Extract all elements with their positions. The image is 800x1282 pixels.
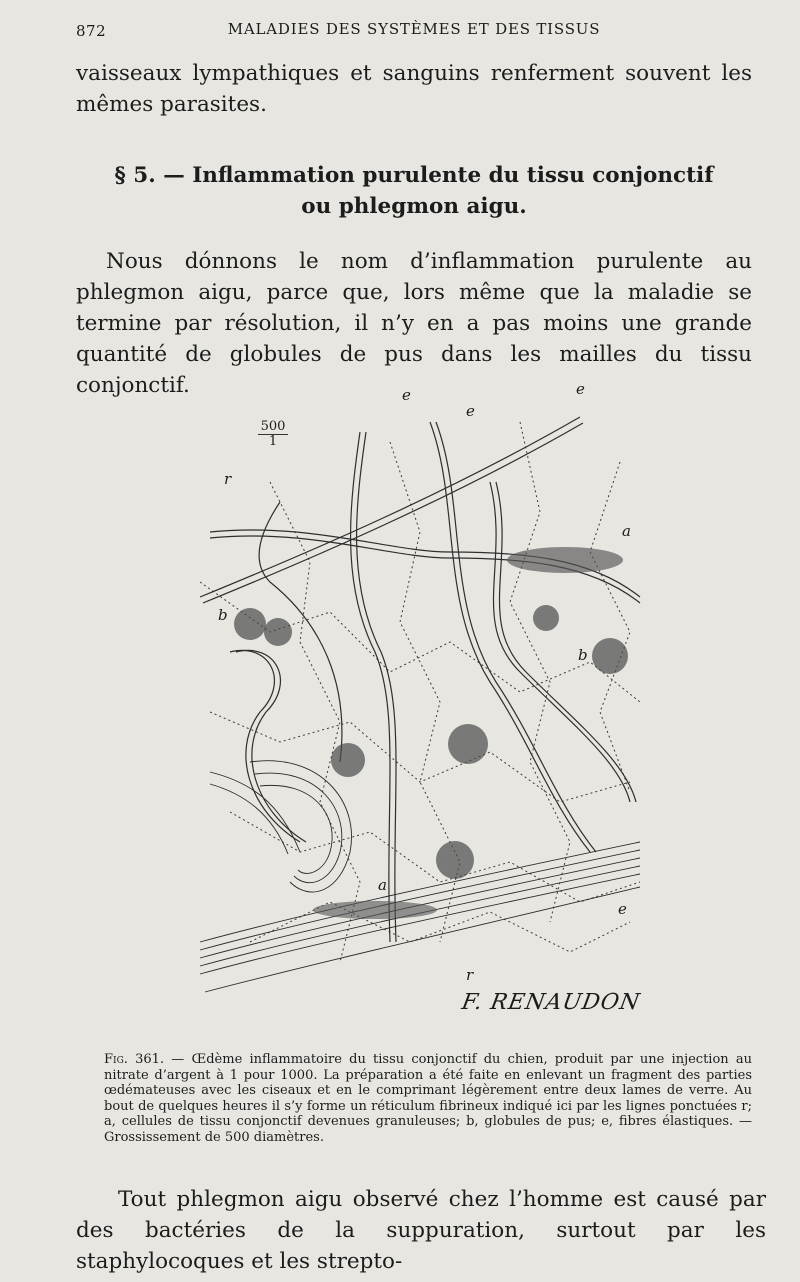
magnification-scale [258, 420, 288, 449]
label-b: b [218, 606, 228, 624]
section-heading-line-2: ou phlegmon aigu. [301, 194, 527, 219]
label-e: e [618, 900, 627, 918]
label-b: b [578, 646, 588, 664]
intro-paragraph: Nous dónnons le nom d’inflammation purulente au phlegmon aigu, parce que, lors même que la maladie se termine par résolution, il n’y en a pas moins une grande quantité de globules de pus dans les mailles du tissu conjonctif. [76, 249, 752, 398]
elastic-fibers [200, 417, 640, 942]
collagen-bundles [200, 761, 640, 992]
label-r: r [466, 966, 474, 984]
caption-text: — Œdème inflammatoire du tissu conjonctif du chien, produit par une injection au nitrate d’argent à 1 pour 1000. La préparation a été faite en enlevant un fragment des parties œdémateuses avec les ciseaux et en le comprimant légèrement entre deux lames de verre. Au bout de quelques heures il s’y forme un réticulum fibrineux indiqué ici par les lignes ponctuées r; a, cellules de tissu conjonctif devenues granuleuses; b, globules de pus; e, fibres élastiques. — Grossissement de 500 diamètres. [104, 1052, 752, 1145]
artist-signature: F. RENAUDON [459, 990, 643, 1015]
figure-caption [104, 1052, 752, 1145]
running-title: MALADIES DES SYSTÈMES ET DES TISSUS [227, 20, 601, 38]
label-a: a [622, 522, 631, 540]
label-e: e [402, 386, 411, 404]
label-e: e [576, 380, 585, 398]
histology-figure [190, 382, 650, 1022]
bottom-paragraph: Tout phlegmon aigu observé chez l’homme est causé par des bactéries de la suppuration, surtout par les staphylocoques et les strepto- [76, 1187, 766, 1274]
scale-denominator: 1 [268, 434, 278, 449]
fibrin-reticulum [200, 422, 640, 962]
continuation-paragraph: vaisseaux lympathiques et sanguins renferment souvent les mêmes parasites. [76, 61, 752, 117]
label-e: e [466, 402, 475, 420]
page-header [76, 18, 752, 44]
scale-numerator: 500 [258, 420, 288, 435]
figure-number: Fig. 361. [104, 1052, 165, 1067]
label-a: a [378, 876, 387, 894]
connective-tissue-illustration [190, 382, 650, 1022]
label-r: r [224, 470, 232, 488]
section-heading-line-1: § 5. — Inflammation purulente du tissu conjonctif [114, 163, 714, 188]
section-heading [76, 160, 752, 222]
page-number: 872 [76, 22, 107, 40]
